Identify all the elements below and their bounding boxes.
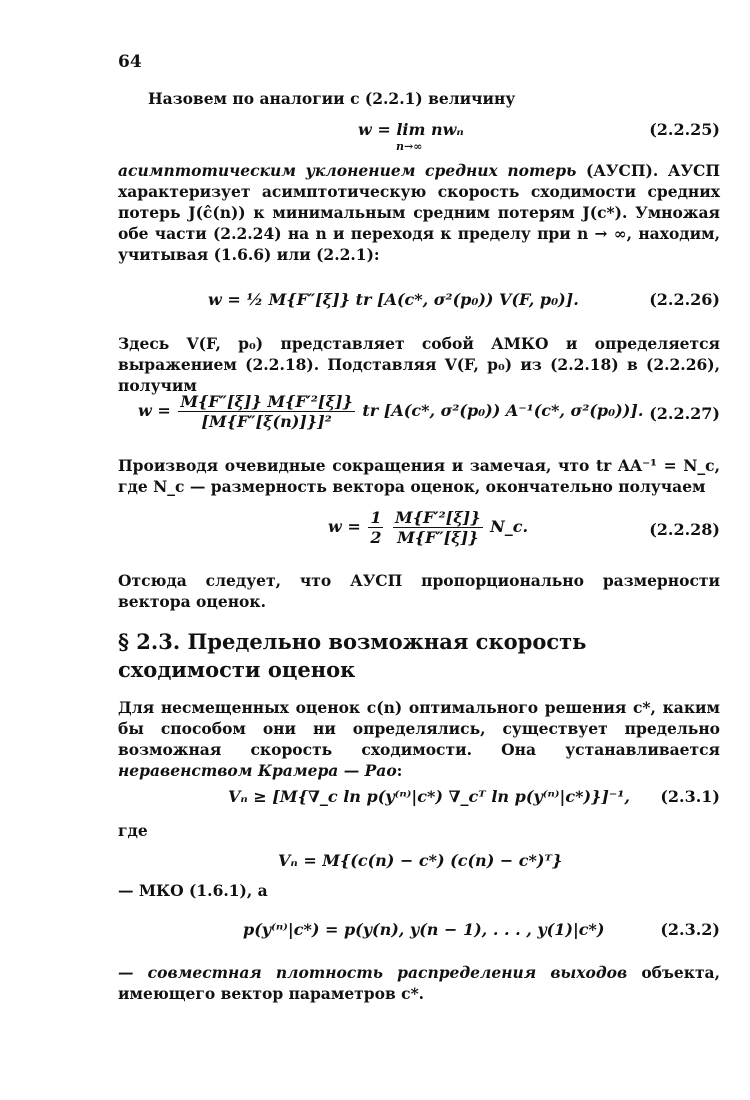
term-cramer-rao: неравенством Крамера — Рао (118, 761, 397, 780)
paragraph-intro: Назовем по аналогии с (2.2.1) величину (148, 89, 516, 108)
paragraph-reductions: Производя очевидные сокращения и замечая, что tr AA⁻¹ = N_c, где N_c — размерность вектора оценок, окончательно получаем (118, 456, 720, 496)
equation-2-2-25 (118, 120, 720, 153)
equation-body: w = ½ M{F″[ξ]} tr [A(c*, σ²(p₀)) V(F, p₀)]. (208, 290, 579, 309)
paragraph-ausp (118, 160, 720, 265)
paragraph-here: Здесь V(F, p₀) представляет собой АМКО и определяется выражением (2.2.18). Подставляя V(F, p₀) из (2.2.18) в (2.2.26), получим (118, 334, 720, 395)
equation-body (138, 392, 643, 431)
equation-number: (2.3.2) (660, 920, 720, 939)
equation-lhs: w = (138, 401, 171, 420)
equation-2-2-28 (118, 508, 720, 554)
equation-number: (2.2.25) (649, 120, 720, 139)
equation-body: Vₙ = M{(c(n) − c*) (c(n) − c*)ᵀ} (278, 851, 563, 870)
fraction-denominator: 2 (370, 528, 382, 547)
fraction-denominator: [M{F″[ξ(n)]}]² (201, 412, 332, 431)
paragraph-density (118, 962, 720, 1004)
paragraph-cramer-rao-text: Для несмещенных оценок c(n) оптимального решения c*, каким бы способом они ни определялись, существует предельно возможная скорость сходимости. Она устанавливается (118, 698, 720, 759)
fraction-denominator: M{F″[ξ]} (397, 528, 479, 547)
equation-2-2-27 (118, 392, 720, 438)
equation-rest: N_c. (490, 517, 529, 536)
equation-body: Vₙ ≥ [M{∇_c ln p(y⁽ⁿ⁾|c*) ∇_cᵀ ln p(y⁽ⁿ⁾|c*)}]⁻¹, (228, 787, 630, 806)
term-joint-density: — совместная плотность распределения выходов (118, 963, 628, 982)
mko-reference: — МКО (1.6.1), а (118, 881, 268, 900)
term-ausp: асимптотическим уклонением средних потерь (118, 161, 577, 180)
section-title: § 2.3. Предельно возможная скорость сходимости оценок (118, 629, 587, 682)
paragraph-conclusion: Отсюда следует, что АУСП пропорционально размерности вектора оценок. (118, 571, 720, 611)
equation-rest: tr [A(c*, σ²(p₀)) A⁻¹(c*, σ²(p₀))]. (362, 401, 644, 420)
fraction-half (368, 508, 383, 547)
paragraph-density-text: объекта, имеющего вектор параметров c*. (118, 963, 720, 1003)
fraction (178, 392, 354, 431)
fraction-numerator: M{F″[ξ]} M{F′²[ξ]} (180, 392, 353, 411)
fraction-numerator: 1 (370, 508, 382, 527)
equation-body: w = lim nwₙ (358, 120, 464, 139)
limit-subscript: n→∞ (396, 140, 423, 153)
equation-2-3-2 (118, 920, 720, 950)
equation-lhs: w = (328, 517, 361, 536)
paragraph-ausp-text: (АУСП). АУСП характеризует асимптотическую скорость сходимости средних потерь J(ĉ(n)) к минимальным средним потерям J(c*). Умножая обе части (2.2.24) на n и переходя к пределу при n → ∞, находим, учитывая (1.6.6) или (2.2.1): (118, 161, 721, 264)
equation-number: (2.2.26) (649, 290, 720, 309)
equation-body: p(y⁽ⁿ⁾|c*) = p(y(n), y(n − 1), . . . , y(1)|c*) (243, 920, 605, 939)
paragraph-colon: : (396, 761, 403, 780)
equation-2-2-26 (118, 290, 720, 320)
word-where: где (118, 821, 148, 840)
equation-number: (2.3.1) (660, 787, 720, 806)
equation-body (328, 508, 528, 547)
equation-number: (2.2.28) (649, 520, 720, 539)
equation-2-3-1 (118, 787, 720, 817)
equation-vn (118, 851, 720, 881)
page-number: 64 (118, 52, 142, 72)
paragraph-cramer-rao (118, 697, 720, 781)
fraction-numerator: M{F′²[ξ]} (395, 508, 481, 527)
equation-number: (2.2.27) (649, 404, 720, 423)
fraction (393, 508, 483, 547)
